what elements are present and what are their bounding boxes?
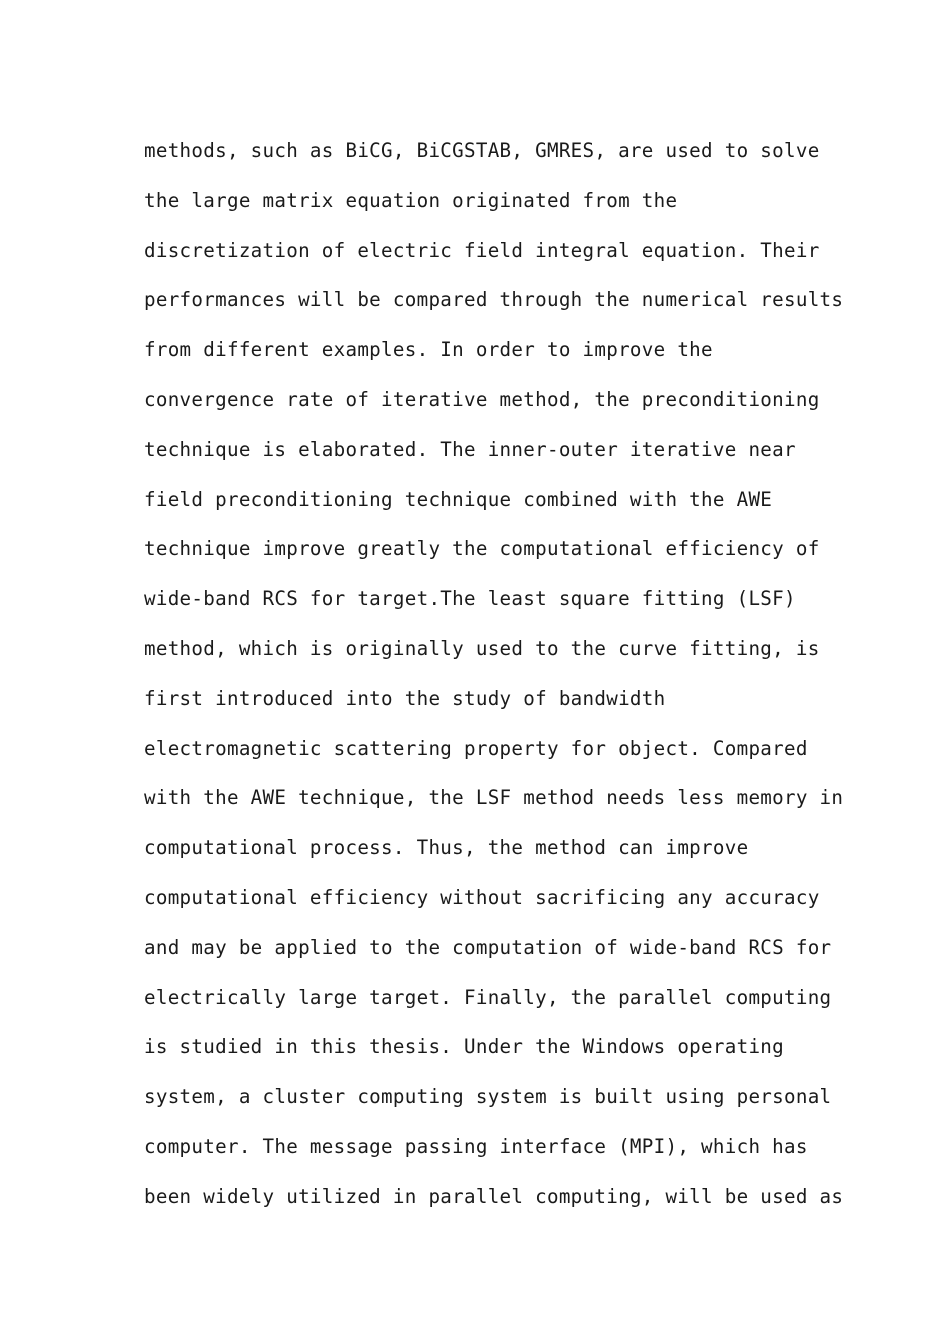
text-line: methods, such as BiCG, BiCGSTAB, GMRES, are used to solve [144,139,820,162]
text-line: convergence rate of iterative method, the preconditioning [144,387,820,411]
text-line: method, which is originally used to the curve fitting, is [144,636,820,660]
text-line: computer. The message passing interface (MPI), which has [144,1134,808,1158]
text-line: electrically large target. Finally, the parallel computing [144,985,832,1009]
text-line: discretization of electric field integral equation. Their [144,238,820,262]
text-line: computational process. Thus, the method can improve [144,836,749,860]
text-line: is studied in this thesis. Under the Windows operating [144,1035,784,1059]
text-line: computational efficiency without sacrificing any accuracy [144,885,820,909]
text-line: the large matrix equation originated from the [144,188,678,212]
text-line: performances will be compared through the numerical results [144,288,844,312]
text-line: system, a cluster computing system is built using personal [144,1085,832,1109]
text-line: field preconditioning technique combined with the AWE [144,487,773,511]
text-line: with the AWE technique, the LSF method needs less memory in [144,786,844,810]
text-line: first introduced into the study of bandwidth [144,686,666,710]
text-line: electromagnetic scattering property for object. Compared [144,736,808,760]
text-line: technique improve greatly the computational efficiency of [144,537,820,561]
text-line: from different examples. In order to improve the [144,338,713,362]
text-line: technique is elaborated. The inner-outer iterative near [144,437,796,461]
body-paragraph [144,126,844,1222]
text-line: and may be applied to the computation of wide-band RCS for [144,935,832,959]
text-line: been widely utilized in parallel computing, will be used as [144,1184,844,1208]
text-line: wide-band RCS for target.The least square fitting (LSF) [144,587,796,611]
